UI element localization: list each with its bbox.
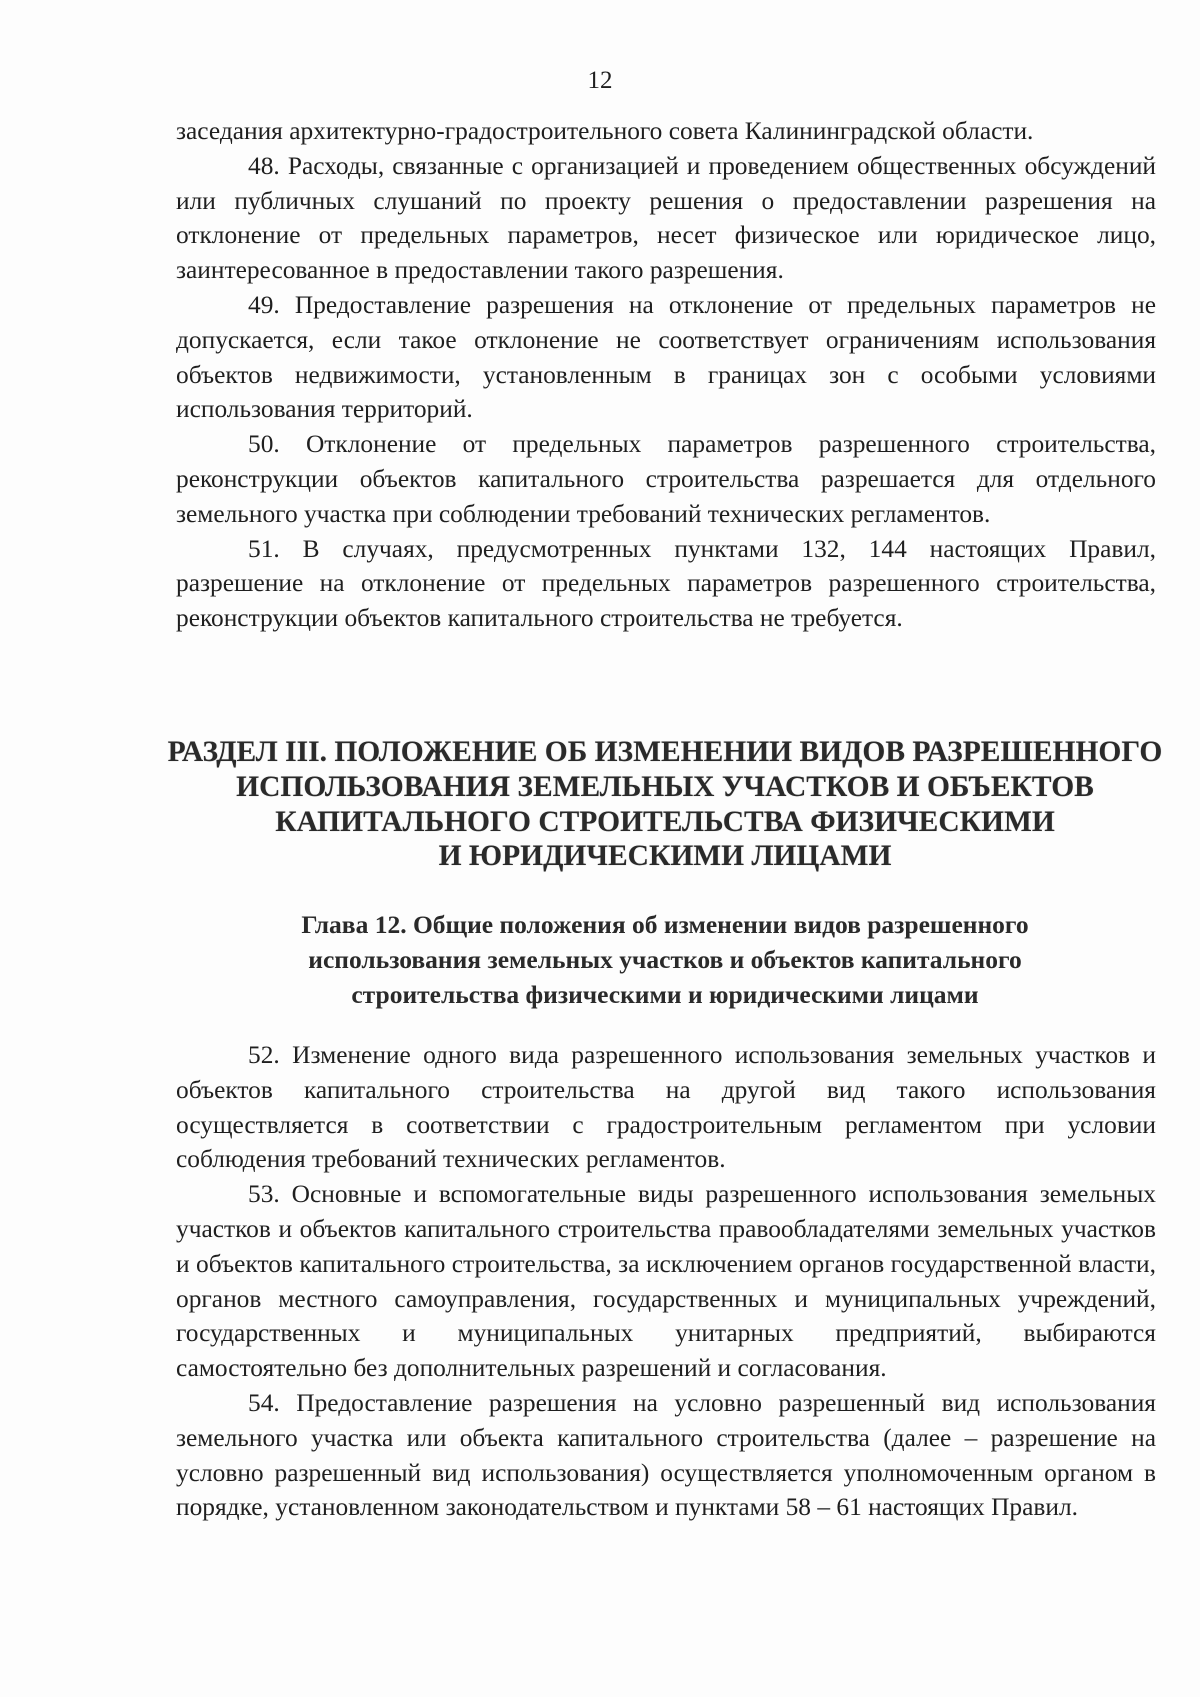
paragraph-50: 50. Отклонение от предельных параметров разрешенного строительства, реконструкции объектов капитального строительства разрешается для отдельного земельного участка при соблюдении требований технических регламентов. xyxy=(176,430,1156,528)
paragraph-48: 48. Расходы, связанные с организацией и проведением общественных обсуждений или публичных слушаний по проекту решения о предоставлении разрешения на отклонение от предельных параметров, несет физическое или юридическое лицо, заинтересованное в предоставлении такого разрешения. xyxy=(176,151,1156,285)
top-text-block xyxy=(176,114,1156,636)
paragraph-49: 49. Предоставление разрешения на отклонение от предельных параметров не допускается, если такое отклонение не соответствует ограничениям использования объектов недвижимости, установленным в границах зон с особыми условиями использования территорий. xyxy=(176,290,1156,424)
section-heading-line: И ЮРИДИЧЕСКИМИ ЛИЦАМИ xyxy=(438,840,892,873)
paragraph-continuation: заседания архитектурно-градостроительного совета Калининградской области. xyxy=(176,117,1034,145)
paragraph-54: 54. Предоставление разрешения на условно разрешенный вид использования земельного участка или объекта капитального строительства (далее – разрешение на условно разрешенный вид использования) осуществляется уполномоченным органом в порядке, установленном законодательством и пунктами 58 – 61 настоящих Правил. xyxy=(176,1388,1156,1522)
paragraph-51: 51. В случаях, предусмотренных пунктами 132, 144 настоящих Правил, разрешение на отклонение от предельных параметров разрешенного строительства, реконструкции объектов капитального строительства не требуется. xyxy=(176,534,1156,633)
paragraph-52: 52. Изменение одного вида разрешенного использования земельных участков и объектов капитального строительства на другой вид такого использования осуществляется в соответствии с градостроительным регламентом при условии соблюдения требований технических регламентов. xyxy=(176,1041,1156,1174)
chapter-heading-line: использования земельных участков и объектов капитального xyxy=(308,944,1022,974)
chapter-heading-line: Глава 12. Общие положения об изменении видов разрешенного xyxy=(301,910,1029,939)
paragraph-53: 53. Основные и вспомогательные виды разрешенного использования земельных участков и объектов капитального строительства правообладателями земельных участков и объектов капитального строительства, за исключением органов государственной власти, органов местного самоуправления, государственных и муниципальных учреждений, государственных и муниципальных унитарных предприятий, выбираются самостоятельно без дополнительных разрешений и согласования. xyxy=(176,1180,1156,1383)
section-heading xyxy=(150,735,1180,874)
section-heading-line: КАПИТАЛЬНОГО СТРОИТЕЛЬСТВА ФИЗИЧЕСКИМИ xyxy=(275,805,1055,838)
section-heading-line: ИСПОЛЬЗОВАНИЯ ЗЕМЕЛЬНЫХ УЧАСТКОВ И ОБЪЕКТОВ xyxy=(236,770,1094,803)
bottom-text-block xyxy=(176,1038,1156,1525)
chapter-heading-line: строительства физическими и юридическими лицами xyxy=(351,979,979,1009)
section-heading-line: РАЗДЕЛ III. ПОЛОЖЕНИЕ ОБ ИЗМЕНЕНИИ ВИДОВ РАЗРЕШЕННОГО xyxy=(167,736,1163,768)
page-number: 12 xyxy=(587,67,613,94)
chapter-heading xyxy=(170,908,1160,1012)
